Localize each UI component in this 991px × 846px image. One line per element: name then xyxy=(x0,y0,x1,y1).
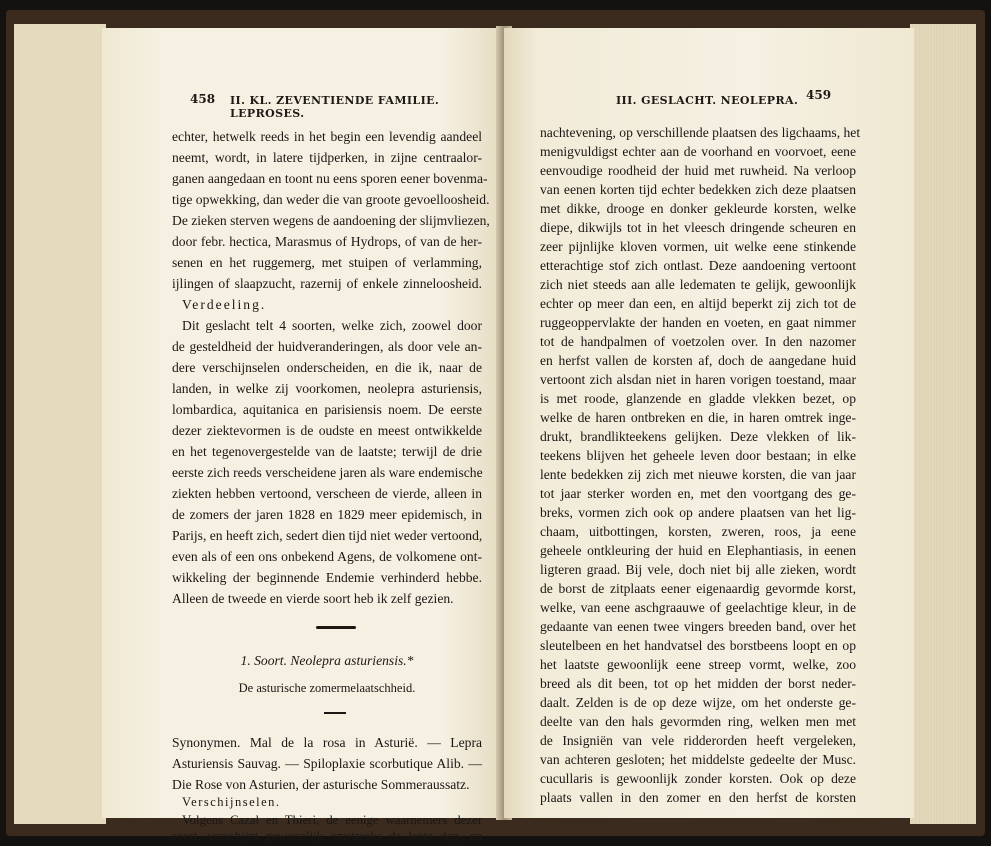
text-line: drukt, brandlikteekens gelijken. Deze vlekken of lik- xyxy=(540,429,856,444)
right-page xyxy=(504,28,914,818)
text-line: welke de haren ontbreken en die, in haren omtrek inge- xyxy=(540,410,856,425)
text-line: dezer ziektevormen is de oudste en meest ontwikkelde xyxy=(172,423,482,438)
text-line: de gesteldheid der huidveranderingen, als door vele an- xyxy=(172,339,482,354)
text-line: ruggeoppervlakte der handen en voeten, en gaat nimmer xyxy=(540,315,856,330)
text-line: landen, in welke zij voorkomen, neolepra asturiensis, xyxy=(172,381,482,396)
text-line: lombardica, aquitanica en parisiensis noem. De eerste xyxy=(172,402,482,417)
text-line: senen en het ruggemerg, met stuipen of verlamming, xyxy=(172,255,482,270)
text-line: door febr. hectica, Marasmus of Hydrops, of van de her- xyxy=(172,234,482,249)
text-line: diepe, dikwijls tot in het vleesch dringende scheuren en xyxy=(540,220,856,235)
text-line: deelte van den hals gevormden ring, welken men met xyxy=(540,714,856,729)
text-line: chaam, uitbottingen, korsten, zweren, roos, ja eene xyxy=(540,524,856,539)
text-line: en het tegenovergestelde van de laatste; terwijl de drie xyxy=(172,444,482,459)
text-line: ganen aangedaan en toont nu eens sporen eener bovenma- xyxy=(172,171,488,186)
text-line: daalt. Zelden is de op deze wijze, om het onderste ge- xyxy=(540,695,856,710)
text-line: van eenen korten tijd echter bedekken zich deze plaatsen xyxy=(540,182,856,197)
page-number: 459 xyxy=(806,88,832,102)
open-book xyxy=(6,10,985,843)
species-heading: 1. Soort. Neolepra asturiensis.* xyxy=(240,653,414,668)
text-line: gedaante van eenen twee vingers breeden band, over het xyxy=(540,619,856,634)
text-line: even als of een ons onbekend Agens, de volkomene ont- xyxy=(172,549,482,564)
running-head: III. GESLACHT. NEOLEPRA. xyxy=(616,94,799,107)
text-line: breks, vormen zich ook op andere plaatsen van het lig- xyxy=(540,505,856,520)
text-line: lente bedekken zij zich met nieuwe korsten, die van jaar xyxy=(540,467,856,482)
text-line: de zomers der jaren 1828 en 1829 meer epidemisch, in xyxy=(172,507,482,522)
text-line: wikkeling der beginnende Endemie verhinderd hebbe. xyxy=(172,570,482,585)
text-line: Synonymen. Mal de la rosa in Asturië. — Lepra xyxy=(172,735,482,750)
text-line: soort, verschijnt gewoonlijk omstreeks de lente dag- en xyxy=(172,829,482,843)
text-line: echter, hetwelk reeds in het begin een levendig aandeel xyxy=(172,129,482,144)
text-line: is met roode, glanzende en gladde vlekken bezet, op xyxy=(540,391,856,406)
text-line: Dit geslacht telt 4 soorten, welke zich, zoowel door xyxy=(182,318,482,333)
text-line: geheele ontkleuring der huid en Elephantiasis, in eenen xyxy=(540,543,856,558)
text-line: eenvoudige roodheid der huid met ruwheid. Na verloop xyxy=(540,163,856,178)
text-line: tot jaar sterker worden en, met den voortgang des ge- xyxy=(540,486,856,501)
text-line: sleutelbeen en het handvatsel des borstbeens loopt en op xyxy=(540,638,856,653)
text-line: zeer pijnlijke kloven vormen, uit welke eene stinkende xyxy=(540,239,856,254)
text-line: echter op meer dan een, en altijd beperkt zij zich tot de xyxy=(540,296,856,311)
text-line: Volgens Cazal en Thieri, de eenige waarnemers dezer xyxy=(182,813,482,827)
text-line: Die Rose von Asturien, der asturische Sommeraussatz. xyxy=(172,777,470,792)
text-line: het laatste gewoonlijk eene streep vormt, welke, zoo xyxy=(540,657,856,672)
text-line: zich niet steeds aan alle ledematen te gelijk, gewoonlijk xyxy=(540,277,856,292)
section-heading: Verdeeling. xyxy=(182,297,267,312)
species-subheading: De asturische zomermelaatschheid. xyxy=(238,681,416,695)
text-line: De zieken sterven wegens de aandoening der slijmvliezen, xyxy=(172,213,490,228)
text-line: breed als dit been, tot op het midden der borst neder- xyxy=(540,676,856,691)
text-line: de borst de zitplaats eener eigenaardig gevormde korst, xyxy=(540,581,856,596)
text-line: en herfst vallen de korsten af, doch de aangedane huid xyxy=(540,353,856,368)
text-line: welke, van eene aschgraauwe of geelachtige kleur, in de xyxy=(540,600,856,615)
text-line: dere verschijnselen onderscheiden, en die ik, naar de xyxy=(172,360,482,375)
text-line: Alleen de tweede en vierde soort heb ik zelf gezien. xyxy=(172,591,454,606)
section-heading: Verschijnselen. xyxy=(182,795,281,809)
left-page xyxy=(102,28,502,843)
text-line: tige opwekking, dan weder die van groote gevoelloosheid. xyxy=(172,192,490,207)
text-line: nachtevening, op verschillende plaatsen des ligchaams, het xyxy=(540,125,861,140)
text-line: plaats vallen in den zomer en den herfst de korsten xyxy=(540,790,856,805)
text-line: cucullaris is gewoonlijk zonder korsten. Ook op deze xyxy=(540,771,856,786)
text-line: ziekten hebben vertoond, verscheen de vierde, alleen in xyxy=(172,486,482,501)
text-line: met dikke, drooge en donker gekleurde korsten, welke xyxy=(540,201,856,216)
text-line: ligteren graad. Bij vele, doch niet bij alle zieken, wordt xyxy=(540,562,856,577)
text-line: menigvuldigst echter aan de voorhand en voorvoet, eene xyxy=(540,144,856,159)
text-line: teekens blijven het geheele leven door bestaan; in elke xyxy=(540,448,856,463)
text-line: ijlingen of slaapzucht, razernij of enkele zinneloosheid. xyxy=(172,276,482,291)
page-edges-right xyxy=(910,24,976,824)
running-head: II. KL. ZEVENTIENDE FAMILIE. LEPROSES. xyxy=(230,94,440,120)
text-line: de Insigniën van vele ridderorden heeft vergeleken, xyxy=(540,733,856,748)
text-line: Asturiensis Sauvag. — Spiloplaxie scorbutique Alib. — xyxy=(172,756,482,771)
text-line: Parijs, en heeft zich, sedert dien tijd niet weder vertoond, xyxy=(172,528,483,543)
page-edges-left xyxy=(14,24,106,824)
short-rule xyxy=(324,712,346,714)
text-line: vertoont zich alsdan niet in haren vorigen toestand, maar xyxy=(540,372,856,387)
text-line: neemt, wordt, in latere tijdperken, in zijne centraalor- xyxy=(172,150,482,165)
text-line: van achteren gesloten; het middelste gedeelte der Musc. xyxy=(540,752,856,767)
ornamental-rule xyxy=(316,626,356,629)
page-number: 458 xyxy=(190,92,216,106)
text-line: eerste zich reeds verscheidene jaren als ware endemische xyxy=(172,465,483,480)
text-line: etterachtige stof zich ontlast. Deze aandoening vertoont xyxy=(540,258,856,273)
text-line: tot de handpalmen of voetzolen over. In den nazomer xyxy=(540,334,856,349)
